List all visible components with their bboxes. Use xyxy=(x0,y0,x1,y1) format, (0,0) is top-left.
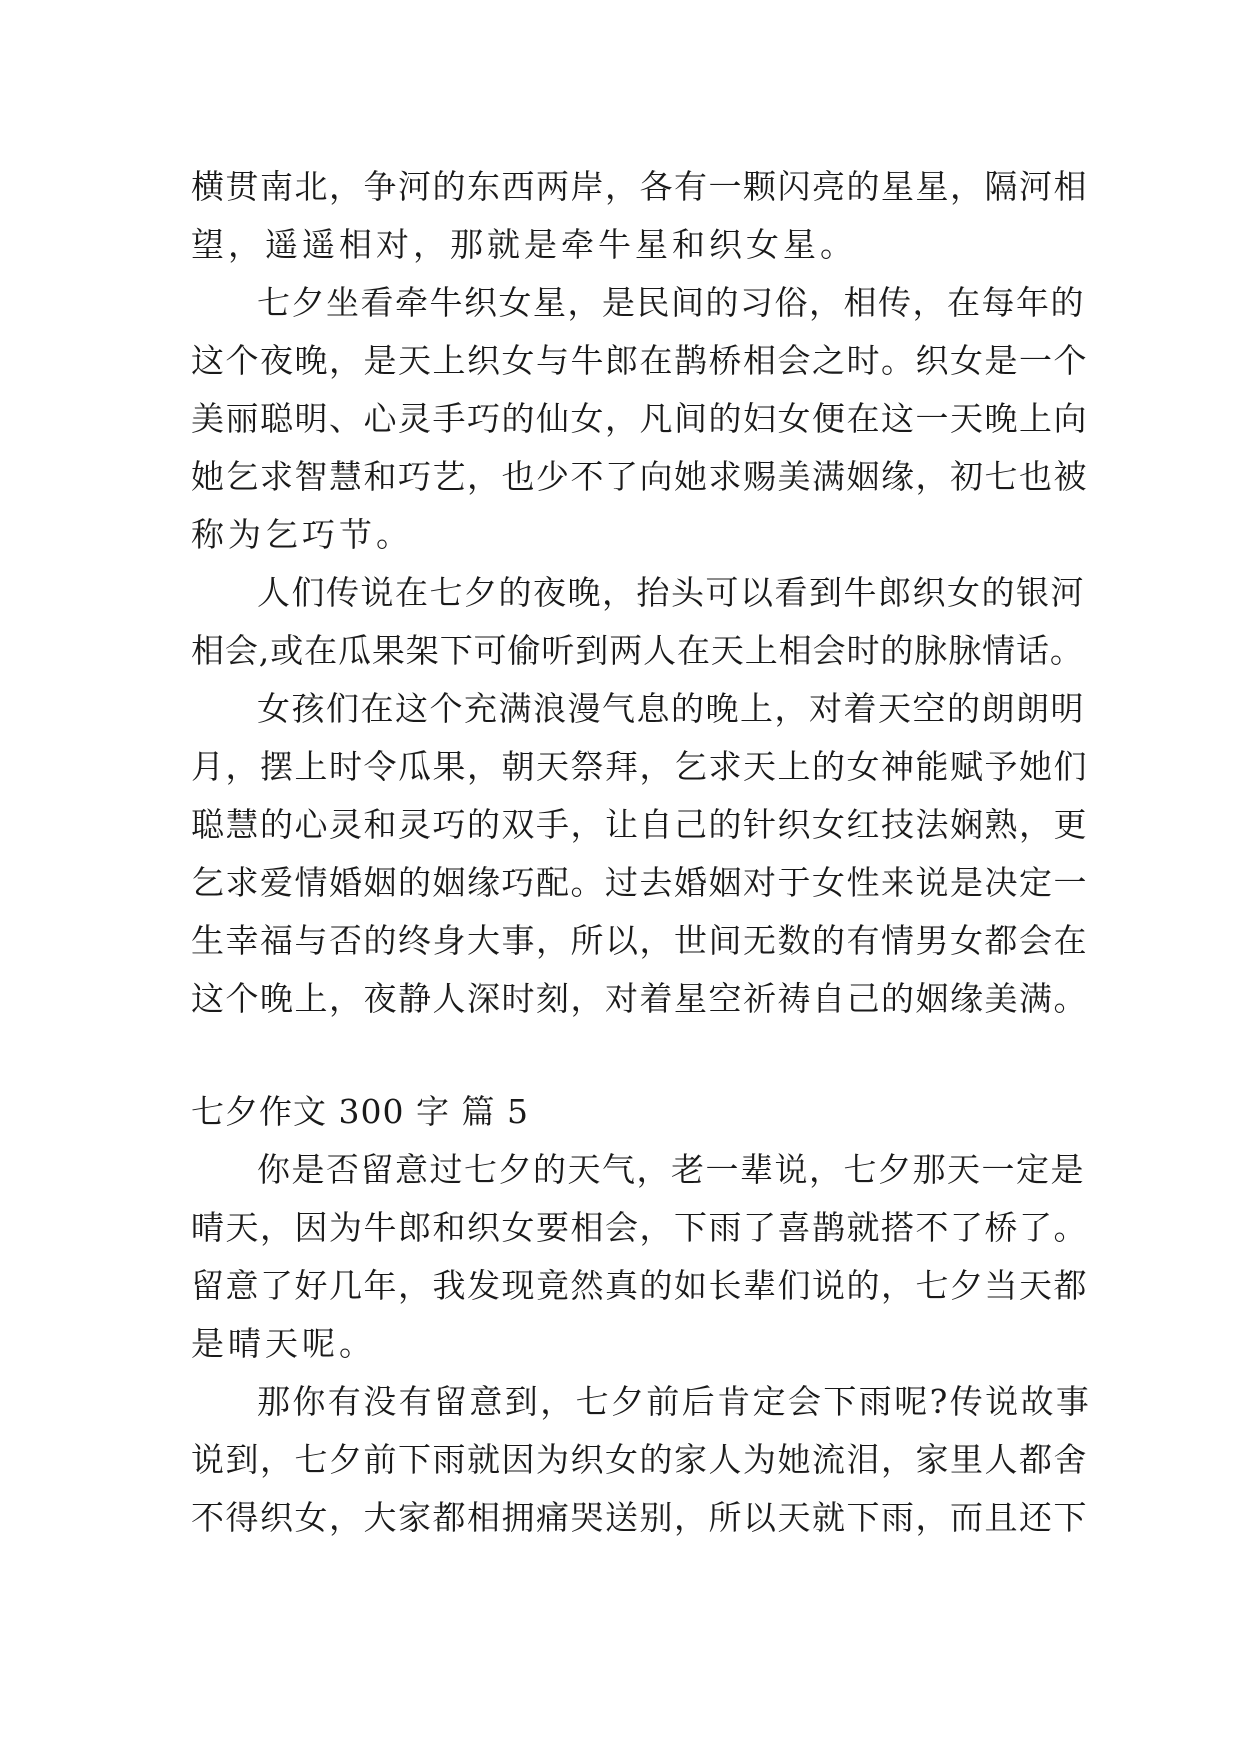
text-line: 这个晚上，夜静人深时刻，对着星空祈祷自己的姻缘美满。 xyxy=(191,979,1088,1018)
text-line: 生幸福与否的终身大事，所以，世间无数的有情男女都会在 xyxy=(191,921,1088,960)
text-line: 是晴天呢。 xyxy=(191,1324,376,1363)
text-line: 望，遥遥相对，那就是牵牛星和织女星。 xyxy=(191,225,857,264)
section-heading: 七夕作文 300 字 篇 5 xyxy=(191,1092,529,1131)
text-line: 称为乞巧节。 xyxy=(191,515,413,554)
text-line: 聪慧的心灵和灵巧的双手，让自己的针织女红技法娴熟，更 xyxy=(191,805,1088,844)
text-line: 七夕坐看牵牛织女星，是民间的习俗，相传，在每年的 xyxy=(257,283,1085,322)
text-line: 美丽聪明、心灵手巧的仙女，凡间的妇女便在这一天晚上向 xyxy=(191,399,1088,438)
text-line: 相会,或在瓜果架下可偷听到两人在天上相会时的脉脉情话。 xyxy=(191,631,1084,670)
text-line: 乞求爱情婚姻的姻缘巧配。过去婚姻对于女性来说是决定一 xyxy=(191,863,1088,902)
text-line: 她乞求智慧和巧艺，也少不了向她求赐美满姻缘，初七也被 xyxy=(191,457,1088,496)
text-line: 说到，七夕前下雨就因为织女的家人为她流泪，家里人都舍 xyxy=(191,1440,1088,1479)
text-line: 你是否留意过七夕的天气，老一辈说，七夕那天一定是 xyxy=(257,1150,1085,1189)
text-line: 横贯南北，争河的东西两岸，各有一颗闪亮的星星，隔河相 xyxy=(191,167,1088,206)
text-line: 那你有没有留意到，七夕前后肯定会下雨呢?传说故事 xyxy=(257,1382,1092,1421)
text-line: 女孩们在这个充满浪漫气息的晚上，对着天空的朗朗明 xyxy=(257,689,1085,728)
text-line: 不得织女，大家都相拥痛哭送别，所以天就下雨，而且还下 xyxy=(191,1498,1088,1537)
text-line: 留意了好几年，我发现竟然真的如长辈们说的，七夕当天都 xyxy=(191,1266,1088,1305)
text-line: 这个夜晚，是天上织女与牛郎在鹊桥相会之时。织女是一个 xyxy=(191,341,1088,380)
text-line: 晴天，因为牛郎和织女要相会，下雨了喜鹊就搭不了桥了。 xyxy=(191,1208,1088,1247)
text-line: 人们传说在七夕的夜晚，抬头可以看到牛郎织女的银河 xyxy=(257,573,1085,612)
text-line: 月，摆上时令瓜果，朝天祭拜，乞求天上的女神能赋予她们 xyxy=(191,747,1088,786)
